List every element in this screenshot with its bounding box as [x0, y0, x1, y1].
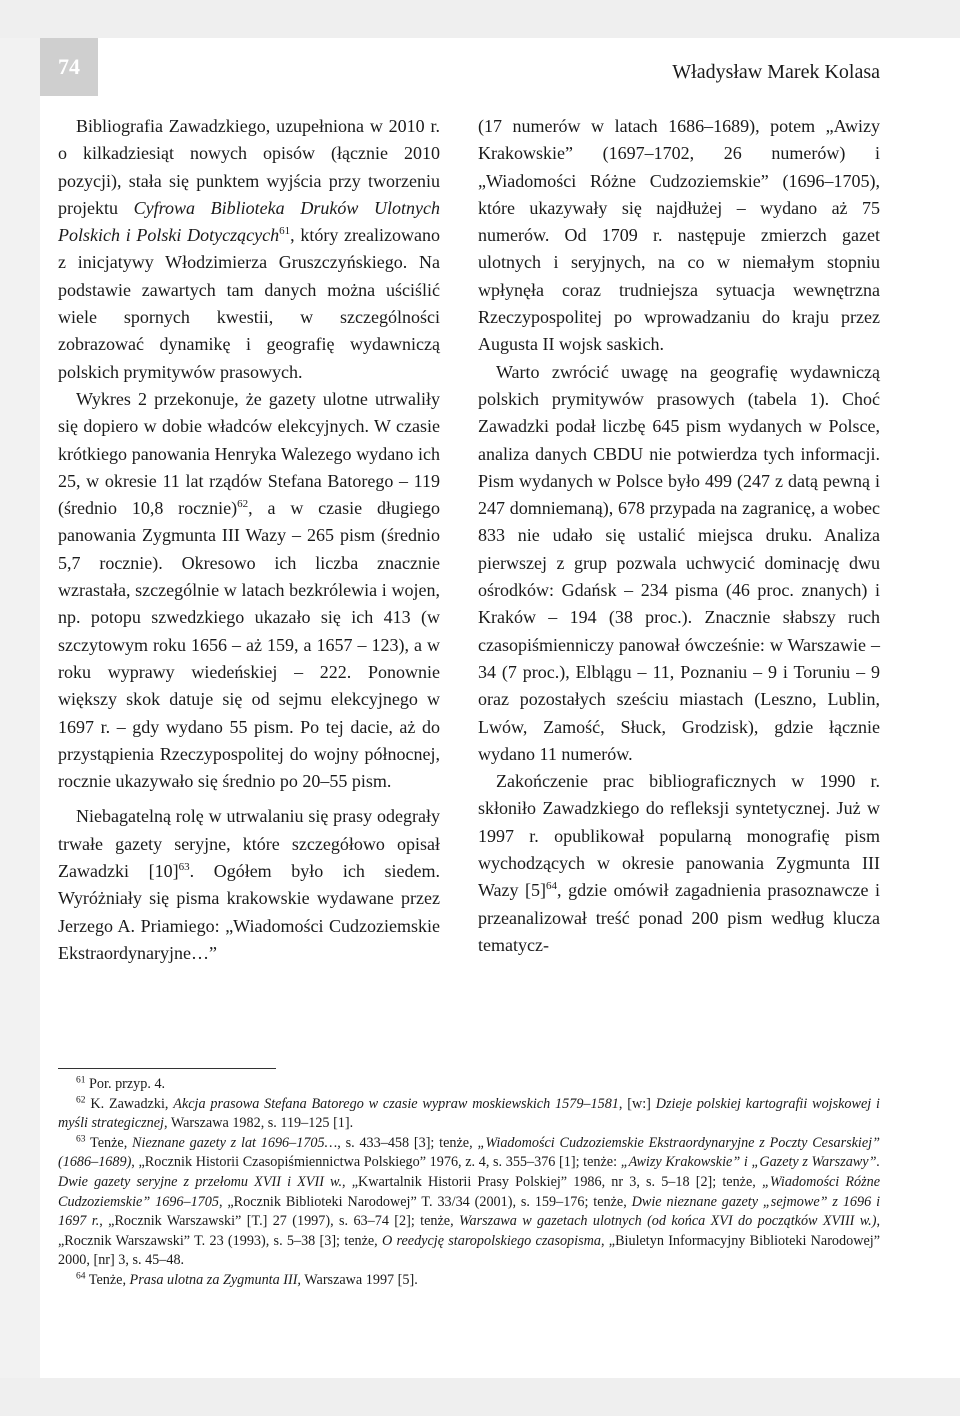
paragraph-left-1	[58, 113, 440, 386]
right-column	[478, 113, 880, 959]
footnote-ref-61[interactable]: 61	[279, 225, 291, 238]
footnote-italic: Warszawa w gazetach ulotnych (od końca XVI do początków XVIII w.)	[459, 1213, 877, 1230]
bottom-margin-band	[0, 1378, 960, 1416]
footnote-italic: O reedycję staropolskiego czasopisma	[381, 1232, 601, 1249]
text-run: . Ogółem było ich siedem. Wyróżniały się pisma krakowskie wydawane przez Jerzego A. Priamiego: „Wiadomości Cudzoziemskie Ekstraordynaryjne…”	[58, 861, 441, 963]
footnote-text: , s. 433–458 [3]; tenże,	[337, 1134, 478, 1151]
side-margin-band	[0, 38, 40, 1416]
top-margin-band	[0, 0, 960, 38]
italic-title: Cyfrowa Biblioteka Druków Ulotnych Polskich i Polski Dotyczących	[58, 197, 440, 246]
footnote-text: , „Rocznik Warszawski” [T.] 27 (1997), s. 63–74 [2]; tenże,	[99, 1213, 460, 1230]
footnote-text: Tenże,	[85, 1134, 133, 1151]
footnote-text: , „Kwartalnik Historii Prasy Polskiej” 1986, nr 3, s. 5–18 [2]; tenże,	[342, 1173, 762, 1190]
left-column	[58, 113, 440, 967]
text-run: , gdzie omówił zagadnienia prasoznawcze i przeanalizował treść ponad 200 pism według klucza tematycz-	[478, 880, 881, 955]
footnote-number: 62	[76, 1094, 86, 1105]
text-run: , który zrealizowano z inicjatywy Włodzimierza Gruszczyńskiego. Na podstawie zawartych tam danych można uściślić wiele spornych kwestii, w szczególności zobrazować dynamikę i geografię wydawniczą polskich prymitywów prasowych.	[58, 225, 440, 382]
footnote-text: Por. przyp. 4.	[85, 1076, 166, 1092]
footnote-ref-62[interactable]: 62	[237, 498, 249, 511]
footnotes	[58, 1075, 880, 1291]
footnote-italic: „Wiadomości Cudzoziemskie Ekstraordynaryjne z Poczty Cesarskiej” (1686–1689)	[58, 1134, 880, 1171]
footnote-text: , „Rocznik Historii Czasopiśmiennictwa Polskiego” 1976, z. 4, s. 355–376 [1]; tenże:	[131, 1154, 621, 1171]
footnote-text: , „Rocznik Biblioteki Narodowej” T. 33/34 (2001), s. 159–176; tenże,	[218, 1193, 632, 1210]
text-run: Zakończenie prac bibliograficznych w 1990 r. skłoniło Zawadzkiego do refleksji syntetycznej. Już w 1997 r. opublikował popularną monografię pism wychodzących w okresie panowania Zygmunta III Wazy [5]	[478, 771, 880, 901]
paragraph-left-2	[58, 386, 440, 795]
paragraph-right-3	[478, 768, 880, 959]
footnote-number: 63	[76, 1134, 86, 1145]
text-run: , a w czasie długiego panowania Zygmunta III Wazy – 265 pism (średnio 5,7 rocznie). Okresowo ich liczba znacznie wzrastała, szczególnie w latach bezkrólewia i wojen, np. potopu szwedzkiego ukazało się ich 413 (w szczytowym roku 1656 – aż 159, a 1657 – 123), a w roku wyprawy wiedeńskiej – 222. Ponownie większy skok datuje się od sejmu elekcyjnego w 1697 r. – gdy wydano 55 pism. Po tej dacie, aż do przystąpienia Rzeczypospolitej do wojny północnej, rocznie ukazywało się średnio po 20–55 pism.	[58, 498, 440, 792]
text-run: Bibliografia Zawadzkiego, uzupełniona w 2010 r. o kilkadziesiąt nowych opisów (łącznie 2010 pozycji), stała się punktem wyjścia przy tworzeniu projektu	[58, 116, 440, 218]
footnote-number: 61	[76, 1075, 86, 1086]
footnote-italic: Prasa ulotna za Zygmunta III,	[129, 1271, 301, 1288]
footnote-italic: „Awizy Krakowskie” i „Gazety z Warszawy”. Dwie gazety seryjne z przełomu XVII i XVII w.	[58, 1154, 881, 1190]
footnote-text: Tenże,	[85, 1271, 130, 1288]
footnote-italic: Akcja prasowa Stefana Batorego w czasie wypraw moskiewskich 1579–1581	[173, 1095, 619, 1112]
footnote-text: , „Biuletyn Informacyjny Biblioteki Narodowej” 2000, [nr] 3, s. 45–48.	[58, 1232, 880, 1269]
footnote-62	[58, 1095, 880, 1134]
paragraph-left-3	[58, 803, 440, 967]
footnote-64	[58, 1271, 880, 1291]
footnote-63	[58, 1134, 880, 1271]
page-number-box	[40, 38, 98, 96]
page-number: 74	[58, 54, 80, 79]
footnote-italic: Dwie nieznane gazety „sejmowe” z 1696 i 1697 r.	[58, 1193, 881, 1230]
footnote-text: , Warszawa 1982, s. 119–125 [1].	[164, 1115, 354, 1132]
footnote-ref-64[interactable]: 64	[546, 880, 558, 893]
footnote-text: , [w:]	[618, 1095, 656, 1112]
footnote-divider	[58, 1068, 276, 1069]
paragraph-right-2: Warto zwrócić uwagę na geografię wydawniczą polskich prymitywów prasowych (tabela 1). Choć Zawadzki podał liczbę 645 pism wydanych w Polsce, analiza danych CBDU nie potwierdza tych informacji. Pism wydanych w Polsce było 499 (247 z datą pewną i 247 domniemaną), 678 przypada na zagranicę, a wobec 833 nie udało się ustalić miejsca druku. Analiza pierwszej z grup pozwala uchwycić dominację dwu ośrodków: Gdańsk – 234 pisma (46 proc. znanych) i Kraków – 194 (38 proc.). Znacznie słabszy ruch czasopiśmienniczy panował ówcześnie: w Warszawie – 34 (7 proc.), Elblągu – 11, Poznaniu – 9 i Toruniu – 9 oraz pozostałych sześciu miastach (Leszno, Lublin, Lwów, Zamość, Słuck, Grodzisk), gdzie łącznie wydano 11 numerów.	[478, 361, 880, 764]
footnote-italic: Dzieje polskiej kartografii wojskowej i myśli strategicznej	[58, 1095, 880, 1132]
footnote-text: , „Rocznik Warszawski” T. 23 (1993), s. 5–38 [3]; tenże,	[58, 1213, 880, 1249]
text-run: Wykres 2 przekonuje, że gazety ulotne utrwaliły się dopiero w dobie władców elekcyjnych. W czasie krótkiego panowania Henryka Walezego wydano ich 25, w okresie 11 lat rządów Stefana Batorego – 119 (średnio 10,8 rocznie)	[58, 388, 440, 519]
footnote-text: K. Zawadzki,	[85, 1095, 174, 1112]
footnote-italic: Nieznane gazety z lat 1696–1705…	[132, 1134, 338, 1151]
footnote-text: Warszawa 1997 [5].	[300, 1271, 418, 1288]
footnote-number: 64	[76, 1271, 86, 1282]
footnote-ref-63[interactable]: 63	[178, 861, 190, 874]
running-head-author: Władysław Marek Kolasa	[672, 61, 880, 83]
footnote-italic: „Wiadomości Różne Cudzoziemskie” 1696–1705	[58, 1173, 881, 1210]
footnote-61	[58, 1075, 880, 1095]
text-run: Niebagatelną rolę w utrwalaniu się prasy odegrały trwałe gazety seryjne, które szczegółowo opisał Zawadzki [10]	[58, 806, 440, 882]
paragraph-right-1: (17 numerów w latach 1686–1689), potem „Awizy Krakowskie” (1697–1702, 26 numerów) i „Wiadomości Różne Cudzoziemskie” (1696–1705), które ukazywały się najdłużej – wydano aż 75 numerów. Od 1709 r. następuje zmierzch gazet ulotnych i seryjnych, na co w niemałym stopniu wpłynęła coraz trudniejsza sytuacja wewnętrzna Rzeczypospolitej po wprowadzaniu do kraju przez Augusta II wojsk saskich.	[478, 116, 880, 355]
